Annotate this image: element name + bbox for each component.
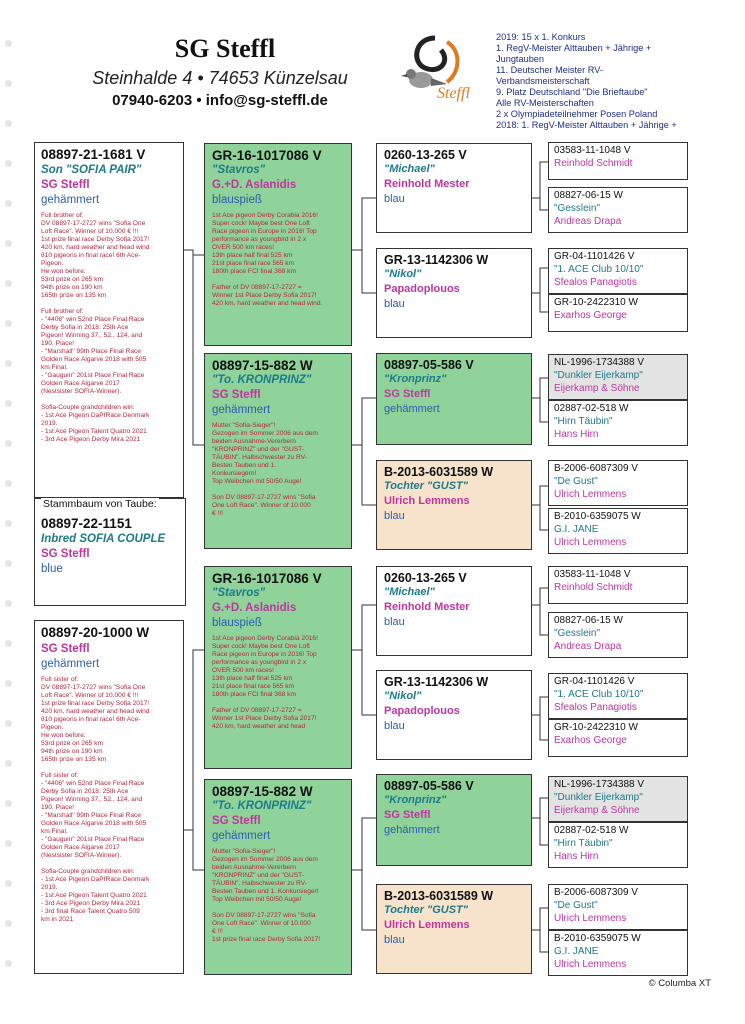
owner-name: SG Steffl: [212, 389, 261, 401]
owner-name: Eijerkamp & Söhne: [554, 383, 640, 394]
owner-name: Exarhos George: [554, 735, 627, 746]
owner-name: Sfealos Panagiotis: [554, 702, 637, 713]
pigeon-name: "Stavros": [212, 587, 266, 599]
owner-name: SG Steffl: [212, 815, 261, 827]
pigeon-description: Full sister of: DV 08897-17-2727 wins "Sofia One Loft Race". Winner of 10.000 € !!! 1st prize final race Derby Sofia 2017! 420 km, hard weather and head wind 810 pigeons in final race! 6th Ace- Pigeon. He won before: 53rd prize on 265 km 94th prize on 190 km 165th prize on 135 km Full sister of: - "4406" win 52nd Place Final Race Derby Sofia in 2018. 25th Ace Pigeon! Winning 37., 52., 124. and 190. Place! - "Marshall" 99th Place Final Race Golden Race Algarve 2018 with 505 km Final. - "Gauguin" 201st Place Final Race Golden Race Algarve 2017 (Nestsister SOFIA-Winner). Sofia-Couple grandchildren win: - 1st Ace Pigeon DaPIRace Denmark 2019. - 1st Ace Pigeon Talent Quatro 2021 - 3rd Ace Pigeon Derby Mira 2021 - 3rd final Race Talent Quatro 509 km in 2021: [41, 676, 150, 923]
pigeon-color: gehämmert: [384, 824, 440, 836]
breeder-address: Steinhalde 4 • 74653 Künzelsau: [92, 68, 348, 88]
pigeon-color: gehämmert: [212, 404, 271, 416]
owner-name: Ulrich Lemmens: [554, 913, 627, 924]
pigeon-color: blue: [41, 563, 63, 575]
ring-number: 08827-06-15 W: [554, 615, 623, 626]
pigeon-name: "De Gust": [554, 476, 598, 487]
ring-number: B-2010-6359075 W: [554, 933, 641, 944]
achievement-line: Verbandsmeisterschaft: [496, 76, 590, 86]
ancestor-card[interactable]: [548, 460, 688, 506]
pigeon-color: blau: [384, 193, 405, 205]
ancestor-card[interactable]: [548, 566, 688, 604]
breeder-name: SG Steffl: [174, 34, 276, 63]
ancestor-card[interactable]: [548, 508, 688, 554]
ancestor-card[interactable]: [548, 354, 688, 400]
owner-name: SG Steffl: [384, 809, 431, 821]
pigeon-name: "Nikol": [384, 268, 422, 280]
ancestor-card[interactable]: [548, 719, 688, 757]
ring-number: GR-16-1017086 V: [212, 148, 322, 163]
owner-name: Exarhos George: [554, 310, 627, 321]
pigeon-name: Son "SOFIA PAIR": [41, 164, 142, 176]
pigeon-name: "Hirn Täubin": [554, 838, 613, 849]
owner-name: Reinhold Schmidt: [554, 158, 633, 169]
pigeon-description: Full brother of: DV 08897-17-2727 wins "Sofia One Loft Race". Winner of 10.000 € !!! 1st prize final race Derby Sofia 2017! 420 km, hard weather and head wind 810 pigeons in final race! 6th Ace- Pigeon. He won before: 53rd prize on 265 km 94th prize on 190 km 165th prize on 135 km Full brother of: - "4406" win 52nd Place Final Race Derby Sofia in 2018. 25th Ace Pigeon! Winning 37., 52., 124. and 190. Place! - "Marshall" 99th Place Final Race Golden Race Algarve 2018 with 505 km Final. - "Gauguin" 201st Place Final Race Golden Race Algarve 2017 (Nestsister SOFIA-Winner). Sofia-Couple grandchildren win: - 1st Ace Pigeon DaPIRace Denmark 2019. - 1st Ace Pigeon Talent Quatro 2021 - 3rd Ace Pigeon Derby Mira 2021: [41, 212, 150, 443]
ancestor-card[interactable]: [548, 673, 688, 719]
owner-name: Andreas Drapa: [554, 216, 622, 227]
owner-name: Andreas Drapa: [554, 641, 622, 652]
owner-name: Papadoplouos: [384, 705, 460, 717]
pigeon-name: "To. KRONPRINZ": [212, 374, 312, 386]
owner-name: Ulrich Lemmens: [554, 489, 627, 500]
ring-number: 08827-06-15 W: [554, 190, 623, 201]
punch-holes: [0, 0, 18, 1024]
great-grandparent-card[interactable]: [376, 353, 532, 445]
pigeon-name: G.I. JANE: [554, 524, 599, 535]
ring-number: B-2013-6031589 W: [384, 465, 494, 479]
great-grandparent-card[interactable]: [376, 460, 532, 550]
owner-name: Ulrich Lemmens: [384, 495, 470, 507]
pigeon-name: "1. ACE Club 10/10": [554, 264, 644, 275]
owner-name: Hans Hirn: [554, 429, 599, 440]
ancestor-card[interactable]: [548, 822, 688, 868]
ring-number: GR-13-1142306 W: [384, 675, 489, 689]
grandparent-card[interactable]: [204, 779, 352, 975]
achievement-line: 11. Deutscher Meister RV-: [496, 65, 603, 75]
pigeon-description: 1st Ace pigeon Derby Corabia 2016! Super cock! Maybe best One Loft Race pigeon in Europe in 2016! Top performance as youngbird in 2 x OVER 500 km races! 13th place half final 525 km 21st place final race 565 km 180th place FCI final 368 km Father of DV 08897-17-2727 = Winner 1st Place Derby Sofia 2017! 420 km, hard weather and head wind.: [212, 212, 323, 307]
pigeon-name: Tochter "GUST": [384, 480, 468, 492]
pigeon-name: "Dunkler Eijerkamp": [554, 792, 643, 803]
great-grandparent-card[interactable]: [376, 248, 532, 338]
pigeon-description: Mutter "Sofia-Sieger"! Gezogen im Sommer 2006 aus dem beiden Ausnahme-Vererbern "KRONPRINZ" und der "GUST- TÄUBIN". Halbschwester zu RV- Besten Tauben und 1. Konkursiegern! Top Weibchen mit 50/50 Auge! Son DV 08897-17-2727 wins "Sofia One Loft Race". Winner of 10.000 € !!!: [212, 422, 318, 517]
owner-name: G.+D. Aslanidis: [212, 179, 297, 191]
ring-number: 0260-13-265 V: [384, 148, 467, 162]
pigeon-name: "Kronprinz": [384, 794, 447, 806]
svg-text:Steffl: Steffl: [437, 85, 470, 102]
pigeon-name: "Stavros": [212, 164, 266, 176]
pigeon-name: "To. KRONPRINZ": [212, 800, 312, 812]
footer-credit: © Columba XT: [648, 978, 711, 989]
owner-name: Reinhold Mester: [384, 601, 470, 613]
subject-pigeon-card[interactable]: [34, 498, 186, 606]
pigeon-color: blau: [384, 720, 405, 732]
owner-name: Papadoplouos: [384, 283, 460, 295]
ring-number: GR-13-1142306 W: [384, 253, 489, 267]
achievement-line: 2018: 1. RegV-Meister Alttauben + Jährige +: [496, 120, 677, 130]
pigeon-description: Mutter "Sofia-Sieger"! Gezogen im Sommer 2006 aus dem beiden Ausnahme-Vererbern "KRONPRINZ" und der "GUST- TÄUBIN". Halbschwester zu RV- Besten Tauben und 1. Konkursieger! Top Weibchen mit 50/50 Auge! Son DV 08897-17-2727 wins "Sofia One Loft Race". Winner of 10.000 € !!! 1st prize final race Derby Sofia 2017!: [212, 848, 321, 943]
pigeon-name: "Dunkler Eijerkamp": [554, 370, 643, 381]
pigeon-color: blau: [384, 298, 405, 310]
achievement-line: 9. Platz Deutschland "Die Brieftaube": [496, 87, 648, 97]
owner-name: Sfealos Panagiotis: [554, 277, 637, 288]
ring-number: GR-04-1101426 V: [554, 251, 635, 262]
pigeon-color: gehämmert: [212, 830, 271, 842]
owner-name: SG Steffl: [41, 548, 90, 560]
ring-number: 0260-13-265 V: [384, 571, 467, 585]
achievement-line: 2 x Olympiadeteilnehmer Posen Poland: [496, 109, 658, 119]
owner-name: SG Steffl: [41, 643, 90, 655]
achievement-line: Alle RV-Meisterschaften: [496, 98, 594, 108]
grandparent-card[interactable]: [204, 566, 352, 769]
pigeon-name: "Nikol": [384, 690, 422, 702]
stammbaum-label: Stammbaum von Taube:: [43, 498, 157, 510]
pigeon-name: "Gesslein": [554, 628, 601, 639]
ring-number: 08897-05-586 V: [384, 358, 474, 372]
ring-number: B-2013-6031589 W: [384, 889, 494, 903]
pigeon-name: G.I. JANE: [554, 946, 599, 957]
ring-number: 02887-02-518 W: [554, 403, 629, 414]
ancestor-card[interactable]: [548, 776, 688, 822]
mother-card[interactable]: [34, 620, 184, 974]
great-grandparent-card[interactable]: [376, 670, 532, 760]
owner-name: Eijerkamp & Söhne: [554, 805, 640, 816]
ring-number: 08897-20-1000 W: [41, 625, 150, 640]
pigeon-name: Tochter "GUST": [384, 904, 468, 916]
pigeon-name: "Kronprinz": [384, 373, 447, 385]
great-grandparent-card[interactable]: [376, 566, 532, 656]
pigeon-name: "Hirn Täubin": [554, 416, 613, 427]
owner-name: Ulrich Lemmens: [554, 959, 627, 970]
pigeon-color: blau: [384, 616, 405, 628]
owner-name: G.+D. Aslanidis: [212, 602, 297, 614]
ancestor-card[interactable]: [548, 884, 688, 930]
ring-number: GR-04-1101426 V: [554, 676, 635, 687]
father-card[interactable]: [34, 142, 184, 498]
pigeon-color: blauspieß: [212, 617, 262, 629]
pigeon-color: gehämmert: [41, 194, 100, 206]
pigeon-name: "Michael": [384, 586, 435, 598]
pigeon-name: "Gesslein": [554, 203, 601, 214]
owner-name: SG Steffl: [384, 388, 431, 400]
achievement-line: Jungtauben: [496, 54, 545, 64]
ring-number: GR-10-2422310 W: [554, 722, 638, 733]
ring-number: B-2006-6087309 V: [554, 887, 638, 898]
achievement-line: 2019: 15 x 1. Konkurs: [496, 32, 586, 42]
breeder-contact: 07940-6203 • info@sg-steffl.de: [112, 92, 328, 109]
pigeon-name: Inbred SOFIA COUPLE: [41, 533, 166, 545]
ring-number: 08897-05-586 V: [384, 779, 474, 793]
ring-number: GR-10-2422310 W: [554, 297, 638, 308]
ring-number: 08897-15-882 W: [212, 358, 313, 373]
great-grandparent-card[interactable]: [376, 143, 532, 233]
achievements-list: [496, 32, 732, 131]
great-grandparent-card[interactable]: [376, 884, 532, 974]
ancestor-card[interactable]: [548, 400, 688, 446]
steffl-logo: [395, 32, 475, 104]
pigeon-color: blau: [384, 510, 405, 522]
ring-number: B-2010-6359075 W: [554, 511, 641, 522]
ring-number: 08897-22-1151: [41, 516, 132, 531]
owner-name: Reinhold Mester: [384, 178, 470, 190]
ring-number: B-2006-6087309 V: [554, 463, 638, 474]
pigeon-description: 1st Ace pigeon Derby Corabia 2016! Super cock! Maybe best One Loft Race pigeon in Europe in 2016! Top performance as youngbird in 2 x OVER 500 km races! 13th place half final 525 km 21st place final race 565 km 180th place FCI final 368 km Father of DV 08897-17-2727 = Winner 1st Place Derby Sofia 2017! 420 km, hard weather and head: [212, 635, 318, 730]
pigeon-color: gehämmert: [384, 403, 440, 415]
ancestor-card[interactable]: [548, 612, 688, 658]
ring-number: 03583-11-1048 V: [554, 145, 631, 156]
owner-name: Reinhold Schmidt: [554, 582, 633, 593]
ring-number: 08897-15-882 W: [212, 784, 313, 799]
ring-number: 03583-11-1048 V: [554, 569, 631, 580]
ring-number: NL-1996-1734388 V: [554, 779, 645, 790]
pigeon-logo-icon: [395, 32, 475, 104]
pigeon-name: "Michael": [384, 163, 435, 175]
pigeon-name: "1. ACE Club 10/10": [554, 689, 644, 700]
owner-name: Ulrich Lemmens: [384, 919, 470, 931]
ancestor-card[interactable]: [548, 187, 688, 233]
ring-number: GR-16-1017086 V: [212, 571, 322, 586]
grandparent-card[interactable]: [204, 143, 352, 346]
ancestor-card[interactable]: [548, 142, 688, 180]
pigeon-color: gehämmert: [41, 658, 100, 670]
owner-name: Ulrich Lemmens: [554, 537, 627, 548]
ancestor-card[interactable]: [548, 930, 688, 976]
pigeon-color: blauspieß: [212, 194, 262, 206]
achievement-line: 1. RegV-Meister Alttauben + Jährige +: [496, 43, 652, 53]
grandparent-card[interactable]: [204, 353, 352, 549]
ring-number: 02887-02-518 W: [554, 825, 629, 836]
owner-name: SG Steffl: [41, 179, 90, 191]
ring-number: 08897-21-1681 V: [41, 147, 146, 162]
pigeon-color: blau: [384, 934, 405, 946]
great-grandparent-card[interactable]: [376, 774, 532, 866]
owner-name: Hans Hirn: [554, 851, 599, 862]
pigeon-name: "De Gust": [554, 900, 598, 911]
ancestor-card[interactable]: [548, 294, 688, 332]
ring-number: NL-1996-1734388 V: [554, 357, 645, 368]
ancestor-card[interactable]: [548, 248, 688, 294]
